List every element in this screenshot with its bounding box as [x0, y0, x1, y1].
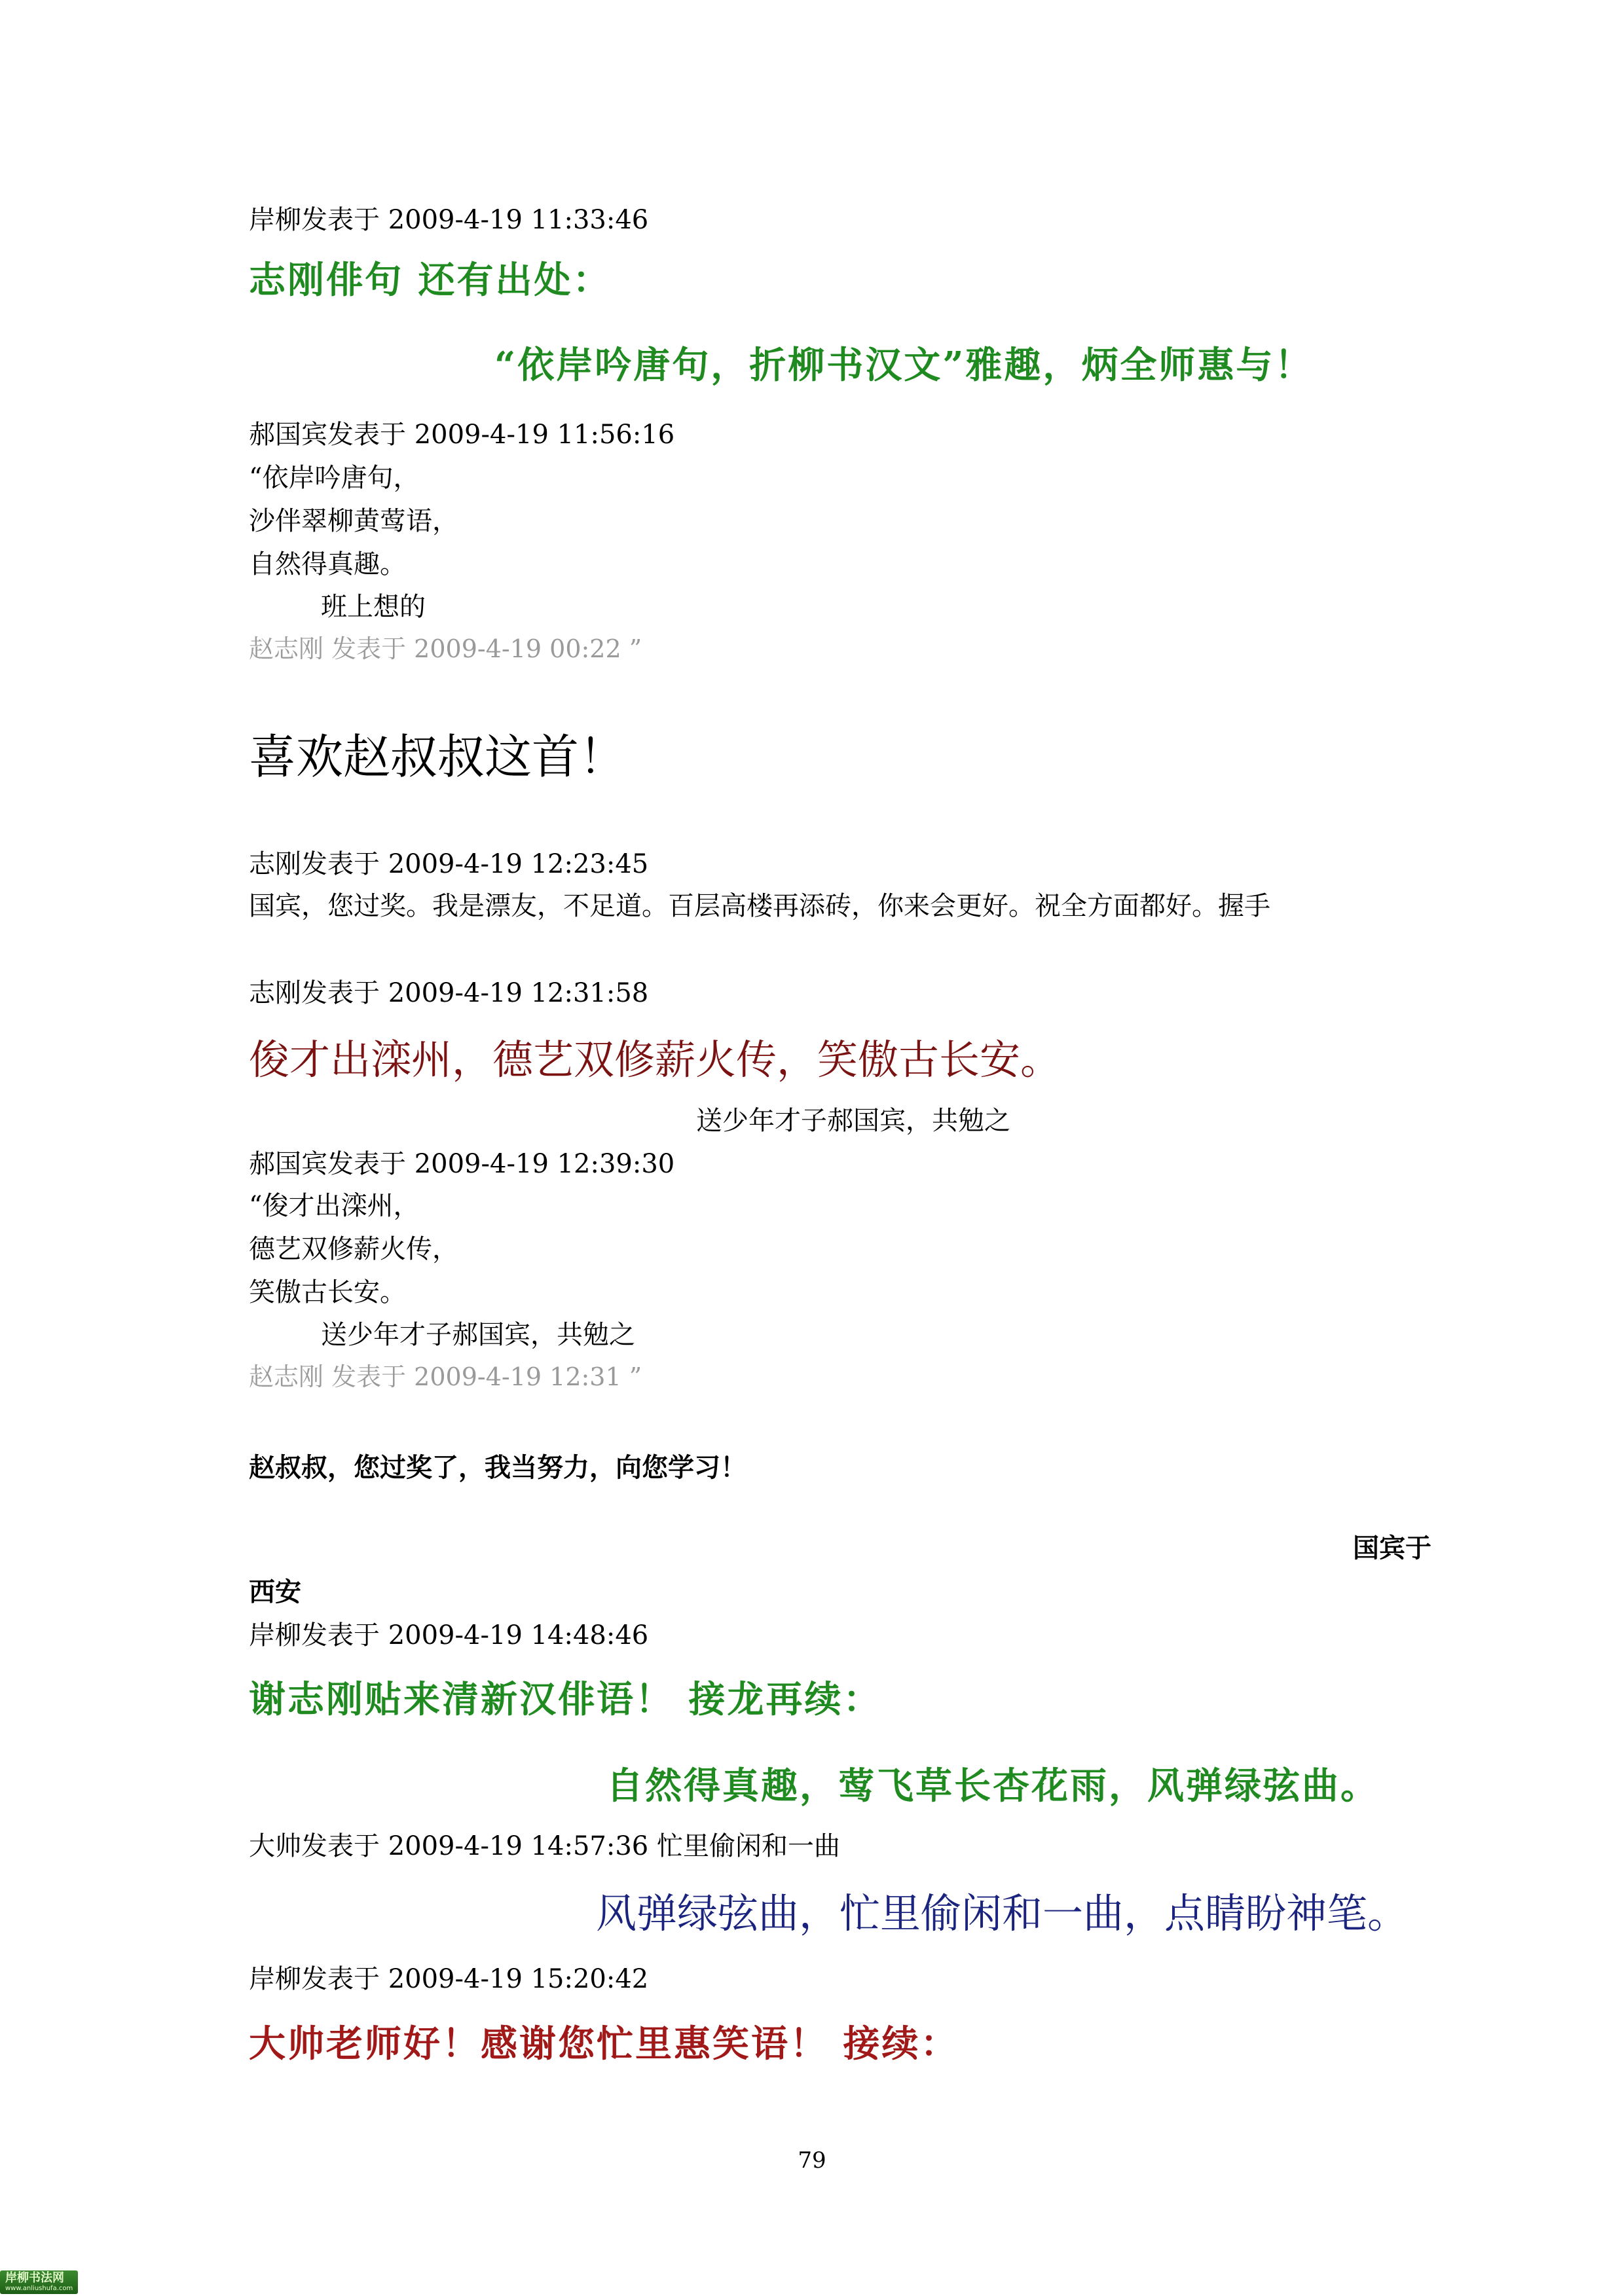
quoted-line: 笑傲古长安。 — [249, 1277, 406, 1307]
reply-text: 赵叔叔，您过奖了，我当努力，向您学习！ — [249, 1453, 747, 1483]
quoted-line: “俊才出滦州， — [249, 1191, 420, 1221]
quoted-line: 沙伴翠柳黄莺语， — [249, 506, 458, 536]
quoted-line: “依岸吟唐句， — [249, 463, 420, 493]
quoted-line: 德艺双修薪火传， — [249, 1234, 458, 1264]
signature: 国宾于 — [1353, 1533, 1431, 1563]
post-meta: 岸柳发表于 2009-4-19 11:33:46 — [249, 205, 649, 235]
post-quote-line: “依岸吟唐句，折柳书汉文”雅趣，炳全师惠与！ — [494, 344, 1314, 387]
post-meta: 志刚发表于 2009-4-19 12:23:45 — [249, 849, 649, 879]
post-meta: 郝国宾发表于 2009-4-19 12:39:30 — [249, 1149, 675, 1179]
quoted-attribution: 赵志刚 发表于 2009-4-19 12:31 ” — [249, 1362, 642, 1391]
site-logo — [0, 2270, 78, 2294]
poem-line: 俊才出滦州，德艺双修薪火传，笑傲古长安。 — [249, 1036, 1061, 1084]
post-meta: 岸柳发表于 2009-4-19 15:20:42 — [249, 1964, 649, 1994]
quoted-line: 送少年才子郝国宾，共勉之 — [321, 1320, 635, 1350]
post-heading: 大帅老师好！感谢您忙里惠笑语！ 接续： — [249, 2022, 959, 2066]
post-meta: 志刚发表于 2009-4-19 12:31:58 — [249, 978, 649, 1008]
logo-url: www.anliushufa.com — [5, 2285, 73, 2292]
post-meta: 大帅发表于 2009-4-19 14:57:36 忙里偷闲和一曲 — [249, 1831, 840, 1861]
page-number: 79 — [798, 2147, 826, 2174]
post-heading: 谢志刚贴来清新汉俳语！ 接龙再续： — [249, 1678, 882, 1721]
quoted-line: 班上想的 — [321, 592, 426, 622]
reply-text: 喜欢赵叔叔这首！ — [249, 729, 627, 784]
poem-dedication: 送少年才子郝国宾，共勉之 — [696, 1106, 1010, 1136]
post-heading: 志刚俳句 还有出处： — [249, 259, 612, 302]
logo-text: 岸柳书法网 — [5, 2271, 64, 2285]
quoted-line: 自然得真趣。 — [249, 549, 406, 579]
signature-place: 西安 — [249, 1577, 301, 1607]
poem-line: 风弹绿弦曲，忙里偷闲和一曲，点睛盼神笔。 — [596, 1889, 1409, 1937]
quoted-attribution: 赵志刚 发表于 2009-4-19 00:22 ” — [249, 634, 642, 663]
poem-line: 自然得真趣，莺飞草长杏花雨，风弹绿弦曲。 — [606, 1764, 1379, 1808]
post-meta: 郝国宾发表于 2009-4-19 11:56:16 — [249, 420, 675, 450]
post-meta: 岸柳发表于 2009-4-19 14:48:46 — [249, 1620, 649, 1650]
post-body: 国宾，您过奖。我是漂友，不足道。百层高楼再添砖，你来会更好。祝全方面都好。握手 — [249, 891, 1270, 921]
